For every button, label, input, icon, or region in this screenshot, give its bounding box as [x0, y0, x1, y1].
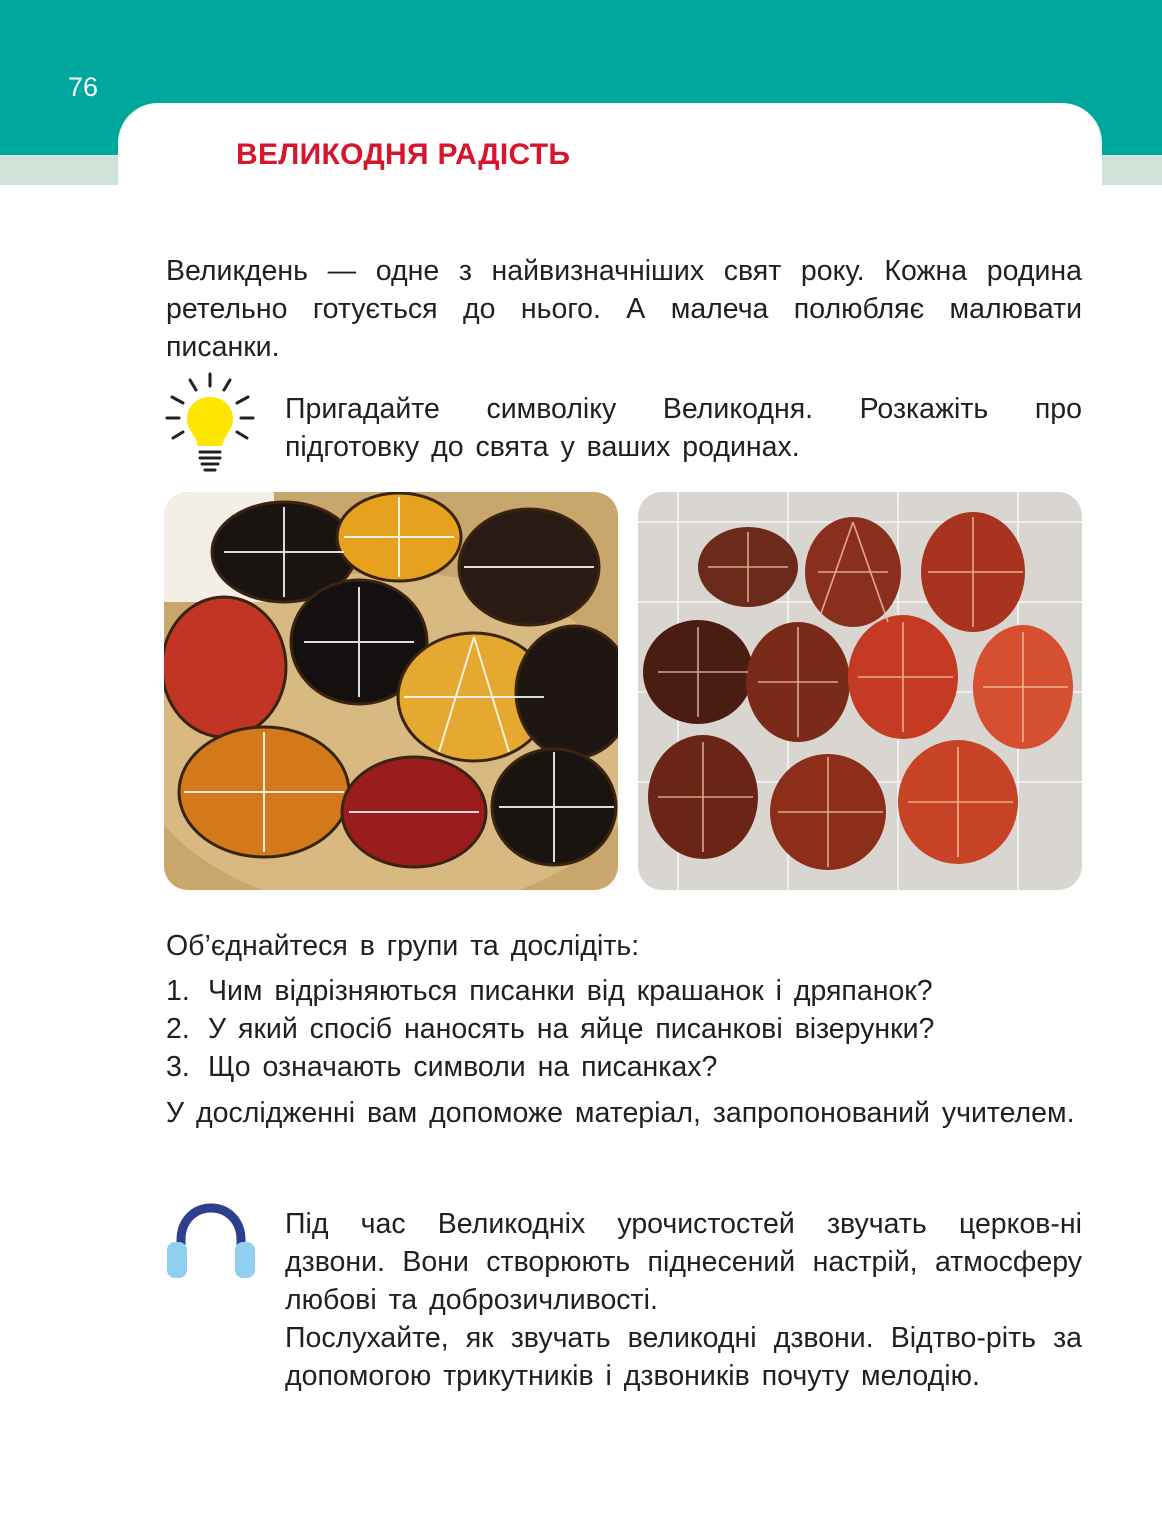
pysanky-basket-photo — [164, 492, 618, 890]
lightbulb-icon — [165, 372, 255, 472]
list-item — [166, 1048, 1082, 1086]
listening-text — [285, 1205, 1082, 1395]
question-text: Чим відрізняються писанки від крашанок і дряпанок? — [208, 975, 933, 1007]
page-number: 76 — [68, 72, 99, 102]
question-text: У який спосіб наносять на яйце писанкові візерунки? — [208, 1013, 935, 1045]
question-number: 1. — [166, 975, 190, 1007]
listening-paragraph-2: Послухайте, як звучать великодні дзвони. Відтво-ріть за допомогою трикутників і дзвоників почуту мелодію. — [285, 1322, 1082, 1392]
question-number: 2. — [166, 1013, 190, 1045]
research-intro: Об’єднайтеся в групи та дослідіть: — [166, 930, 640, 962]
drapanky-eggs-photo — [638, 492, 1082, 890]
headphones-icon — [163, 1202, 259, 1284]
question-text: Що означають символи на писанках? — [208, 1051, 718, 1083]
task-text: Пригадайте символіку Великодня. Розкажіть про підготовку до свята у ваших родинах. — [285, 393, 1082, 463]
page-title: ВЕЛИКОДНЯ РАДІСТЬ — [236, 138, 571, 171]
listening-paragraph-1: Під час Великодніх урочистостей звучать церков-ні дзвони. Вони створюють піднесений настрій, атмосферу любові та доброзичливості. — [285, 1208, 1082, 1316]
intro-paragraph: Великдень — одне з найвизначніших свят року. Кожна родина ретельно готується до нього. А малеча полюбляє малювати писанки. — [166, 255, 1082, 363]
list-item — [166, 972, 1082, 1010]
list-item — [166, 1010, 1082, 1048]
research-helper: У дослідженні вам допоможе матеріал, запропонований учителем. — [166, 1097, 1075, 1129]
question-number: 3. — [166, 1051, 190, 1083]
research-questions — [166, 972, 1082, 1086]
